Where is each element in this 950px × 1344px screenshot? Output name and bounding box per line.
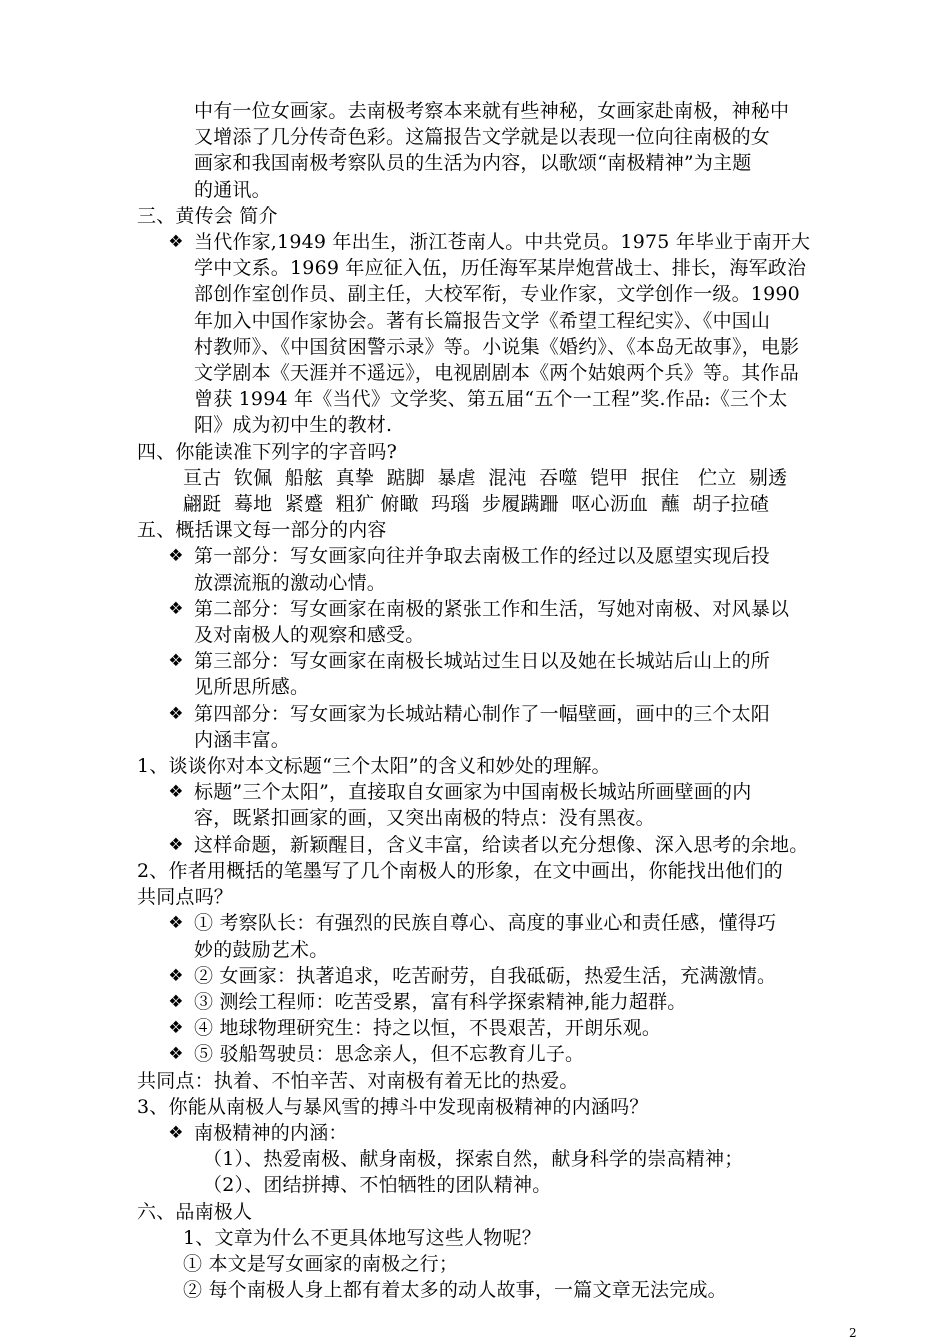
bullet-text: 容，既紧扣画家的画，又突出南极的特点：没有黑夜。: [194, 807, 655, 830]
bullet-text: 妙的鼓励艺术。: [194, 938, 329, 961]
bullet-diamond-icon: ❖: [168, 834, 184, 855]
bullet-diamond-icon: ❖: [168, 965, 184, 986]
bullet-text: 第三部分：写女画家在南极长城站过生日以及她在长城站后山上的所: [194, 650, 771, 673]
intro-line: 画家和我国南极考察队员的生活为内容，以歌颂“南极精神”为主题: [194, 152, 752, 175]
section-heading-people: 六、品南极人: [137, 1200, 253, 1223]
bullet-text: ⑤ 驳船驾驶员：思念亲人，但不忘教育儿子。: [194, 1043, 585, 1066]
section-heading-pronunciation: 四、你能读准下列字的字音吗?: [137, 440, 397, 463]
page-number: 2: [849, 1326, 857, 1340]
bullet-diamond-icon: ❖: [168, 1122, 184, 1143]
bullet-diamond-icon: ❖: [168, 598, 184, 619]
intro-line: 的通讯。: [194, 178, 271, 201]
vocab-row: 翩跹 蓦地 紧蹙 粗犷 俯瞰 玛瑙 步履蹒跚 呕心沥血 蘸 胡子拉碴: [183, 493, 770, 516]
document-body: [137, 98, 867, 1303]
bullet-diamond-icon: ❖: [168, 546, 184, 567]
bullet-text: 部创作室创作员、副主任，大校军衔，专业作家，文学创作一级。1990: [194, 283, 800, 306]
bullet-diamond-icon: ❖: [168, 782, 184, 803]
question-heading: 3、你能从南极人与暴风雪的搏斗中发现南极精神的内涵吗？: [137, 1095, 649, 1118]
bullet-text: 第一部分：写女画家向往并争取去南极工作的经过以及愿望实现后投: [194, 545, 771, 568]
bullet-text: ① 考察队长：有强烈的民族自尊心、高度的事业心和责任感，懂得巧: [194, 912, 777, 935]
bullet-diamond-icon: ❖: [168, 1018, 184, 1039]
vocab-row: 亘古 钦佩 船舷 真挚 踮脚 暴虐 混沌 吞噬 铠甲 抿住 伫立 剔透: [183, 466, 788, 489]
common-points: 共同点：执着、不怕辛苦、对南极有着无比的热爱。: [137, 1069, 579, 1092]
bullet-text: 第二部分：写女画家在南极的紧张工作和生活，写她对南极、对风暴以: [194, 597, 790, 620]
answer-line: ② 每个南极人身上都有着太多的动人故事，一篇文章无法完成。: [183, 1279, 727, 1302]
bullet-text: 村教师》、《中国贫困警示录》等。小说集《婚约》、《本岛无故事》，电影: [194, 335, 800, 358]
question-heading: 2、作者用概括的笔墨写了几个南极人的形象，在文中画出，你能找出他们的: [137, 859, 783, 882]
answer-bullet: [137, 963, 867, 989]
spirit-item: （1）、热爱南极、献身南极，探索自然，献身科学的崇高精神；: [203, 1148, 744, 1171]
bullet-text: 南极精神的内涵：: [194, 1121, 348, 1144]
bullet-diamond-icon: ❖: [168, 703, 184, 724]
question-line: 1、文章为什么不更具体地写这些人物呢？: [183, 1226, 541, 1249]
bullet-text: 文学剧本《天涯并不遥远》，电视剧剧本《两个姑娘两个兵》等。其作品: [194, 362, 799, 385]
summary-bullet: [137, 596, 867, 648]
bullet-text: 放漂流瓶的激动心情。: [194, 571, 387, 594]
spirit-item: （2）、团结拼搏、不怕牺牲的团队精神。: [203, 1174, 552, 1197]
answer-bullet: [137, 832, 867, 858]
bullet-text: 曾获 1994 年《当代》文学奖、第五届“五个一工程”奖.作品:《三个太: [194, 388, 788, 411]
intro-line: 又增添了几分传奇色彩。这篇报告文学就是以表现一位向往南极的女: [194, 126, 771, 149]
bullet-diamond-icon: ❖: [168, 991, 184, 1012]
bullet-text: 学中文系。1969 年应征入伍，历任海军某岸炮营战士、排长，海军政治: [194, 257, 807, 280]
bullet-text: ② 女画家：执著追求，吃苦耐劳，自我砥砺，热爱生活，充满激情。: [194, 964, 777, 987]
summary-bullet: [137, 701, 867, 753]
bullet-text: 这样命题，新颖醒目，含义丰富，给读者以充分想像、深入思考的余地。: [194, 833, 809, 856]
bullet-diamond-icon: ❖: [168, 232, 184, 253]
bullet-text: 及对南极人的观察和感受。: [194, 624, 425, 647]
answer-bullet: [137, 779, 867, 831]
answer-bullet: [137, 1015, 867, 1041]
bullet-text: 见所思所感。: [194, 676, 310, 699]
answer-bullet: [137, 1120, 867, 1146]
question-heading: 共同点吗？: [137, 886, 234, 909]
author-bio-bullet: [137, 229, 867, 439]
bullet-text: 阳》成为初中生的教材.: [194, 414, 393, 437]
bullet-text: ④ 地球物理研究生：持之以恒，不畏艰苦，开朗乐观。: [194, 1017, 662, 1040]
answer-bullet: [137, 910, 867, 962]
answer-bullet: [137, 1041, 867, 1067]
answer-bullet: [137, 989, 867, 1015]
summary-bullet: [137, 648, 867, 700]
bullet-diamond-icon: ❖: [168, 1044, 184, 1065]
section-heading-summary: 五、概括课文每一部分的内容: [137, 519, 387, 542]
summary-bullet: [137, 543, 867, 595]
bullet-text: 第四部分：写女画家为长城站精心制作了一幅壁画，画中的三个太阳: [194, 702, 771, 725]
answer-line: ① 本文是写女画家的南极之行；: [183, 1252, 459, 1275]
bullet-text: 标题”三个太阳”，直接取自女画家为中国南极长城站所画壁画的内: [194, 781, 752, 804]
section-heading-author: 三、黄传会 简介: [137, 204, 278, 227]
bullet-diamond-icon: ❖: [168, 651, 184, 672]
bullet-text: 当代作家,1949 年出生，浙江苍南人。中共党员。1975 年毕业于南开大: [194, 231, 811, 254]
bullet-diamond-icon: ❖: [168, 913, 184, 934]
bullet-text: 年加入中国作家协会。著有长篇报告文学《希望工程纪实》、《中国山: [194, 309, 771, 332]
question-heading: 1、谈谈你对本文标题“三个太阳”的含义和妙处的理解。: [137, 755, 611, 778]
bullet-text: ③ 测绘工程师：吃苦受累，富有科学探索精神,能力超群。: [194, 990, 687, 1013]
intro-line: 中有一位女画家。去南极考察本来就有些神秘，女画家赴南极，神秘中: [194, 100, 790, 122]
bullet-text: 内涵丰富。: [194, 728, 291, 751]
